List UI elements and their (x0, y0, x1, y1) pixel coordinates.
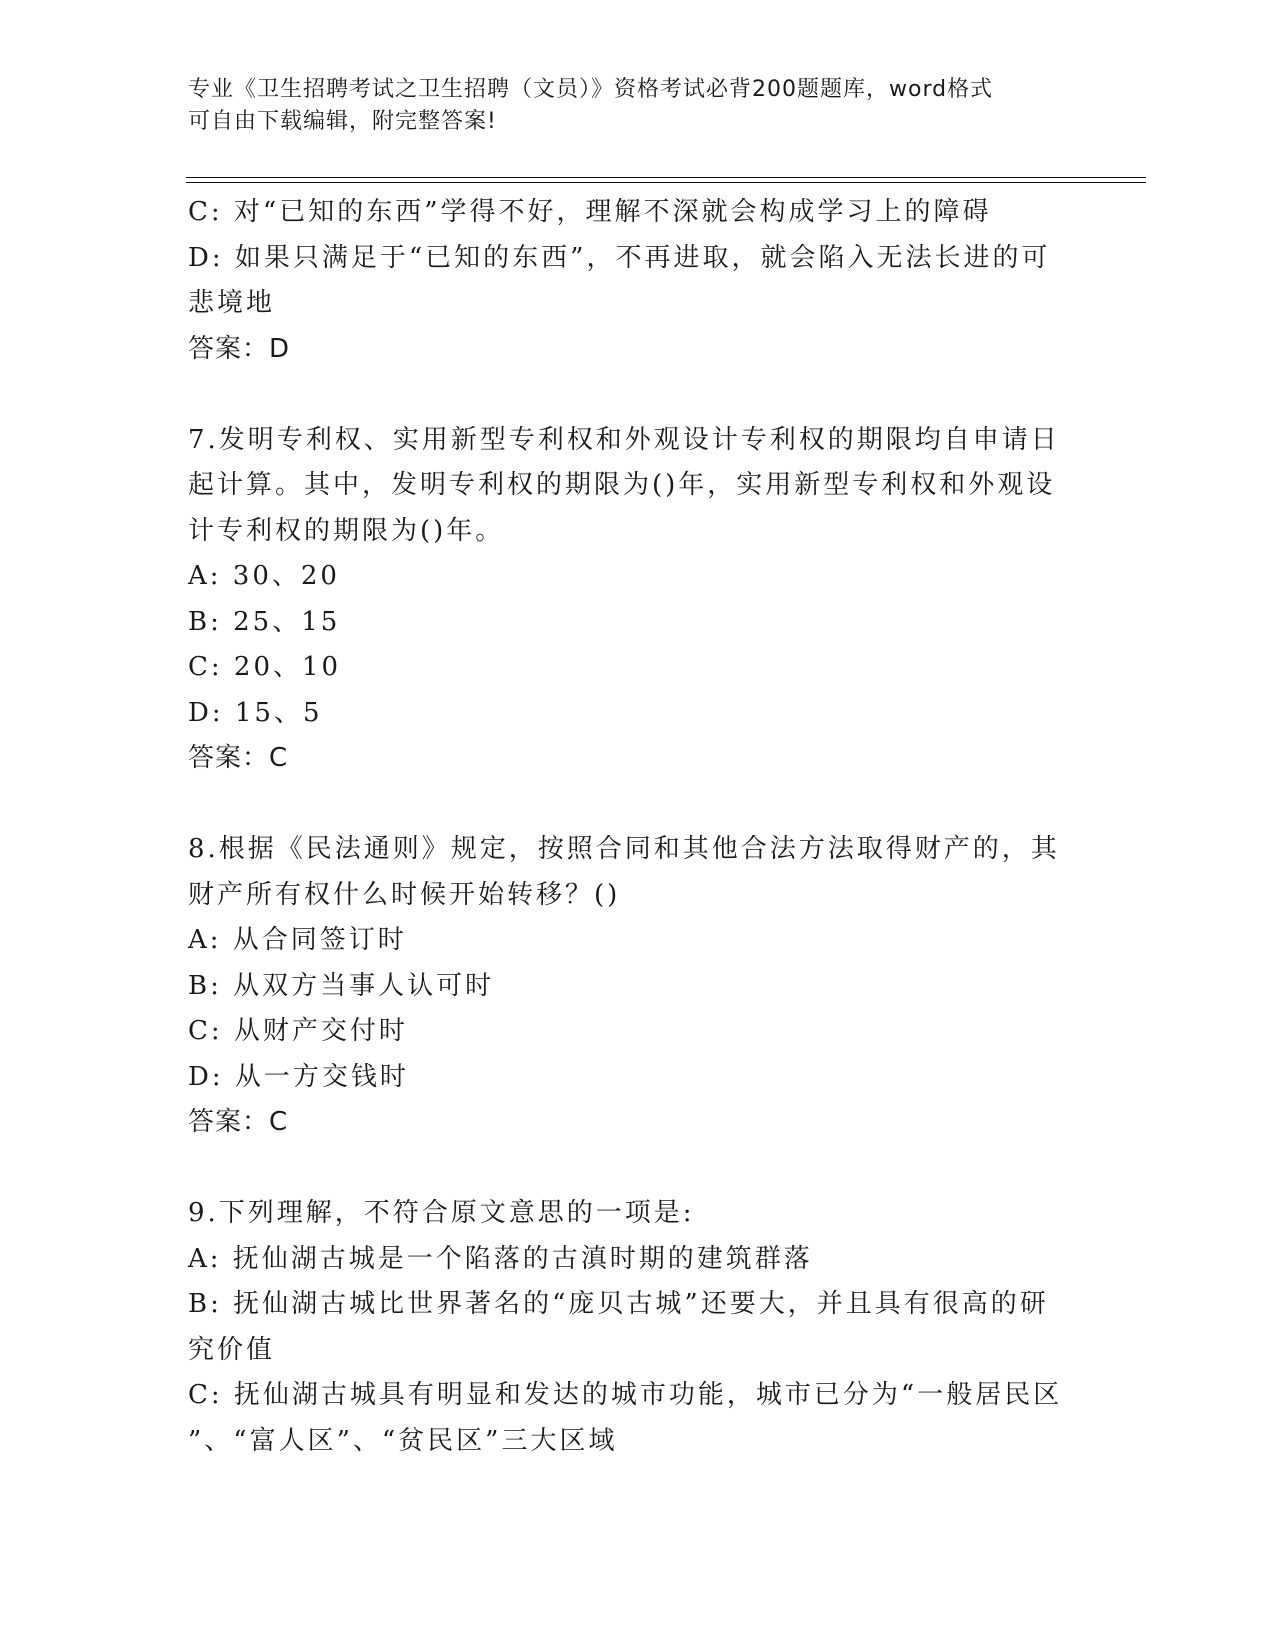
q9-option-b-line-2: 究价值 (188, 1334, 276, 1365)
q8-text-line-1: 8.根据《民法通则》规定，按照合同和其他合法方法取得财产的，其 (188, 834, 1060, 864)
q7-option-a: A: 30、20 (188, 561, 340, 591)
q8-option-d: D: 从一方交钱时 (188, 1061, 409, 1092)
header-rule-top (186, 177, 1146, 178)
q9-option-c-line-2: ”、“富人区”、“贫民区”三大区域 (188, 1425, 618, 1456)
q8-option-c: C: 从财产交付时 (188, 1016, 408, 1046)
q7-text-line-1: 7.发明专利权、实用新型专利权和外观设计专利权的期限均自申请日 (188, 424, 1060, 455)
q9-option-a: A: 抚仙湖古城是一个陷落的古滇时期的建筑群落 (188, 1243, 813, 1274)
q6-option-d-line-2: 悲境地 (188, 288, 276, 318)
q9-option-c-line-1: C: 抚仙湖古城具有明显和发达的城市功能，城市已分为“一般居民区 (188, 1380, 1063, 1410)
q8-answer: 答案：C (188, 1107, 289, 1137)
q9-text-line-1: 9.下列理解，不符合原文意思的一项是: (188, 1198, 695, 1228)
header-line-1: 专业《卫生招聘考试之卫生招聘（文员）》资格考试必背200题题库，word格式 (188, 77, 994, 102)
header-rule-bottom (186, 182, 1146, 183)
q7-option-b: B: 25、15 (188, 606, 341, 637)
spacer (188, 782, 1068, 828)
spacer (188, 372, 1068, 418)
q8-option-a: A: 从合同签订时 (188, 925, 407, 955)
q6-option-c: C: 对“已知的东西”学得不好，理解不深就会构成学习上的障碍 (188, 197, 992, 227)
q7-answer: 答案：C (188, 743, 289, 773)
q8-text-line-2: 财产所有权什么时候开始转移？() (188, 879, 621, 910)
q6-option-d-line-1: D: 如果只满足于“已知的东西”，不再进取，就会陷入无法长进的可 (188, 242, 1051, 273)
q6-answer: 答案：D (188, 333, 291, 364)
q8-option-b: B: 从双方当事人认可时 (188, 970, 495, 1001)
q7-text-line-3: 计专利权的期限为()年。 (188, 515, 505, 546)
q7-option-d: D: 15、5 (188, 697, 323, 728)
document-header (188, 74, 1068, 138)
header-line-2: 可自由下载编辑，附完整答案! (188, 109, 497, 134)
q9-option-b-line-1: B: 抚仙湖古城比世界著名的“庞贝古城”还要大，并且具有很高的研 (188, 1289, 1049, 1319)
document-body (188, 190, 1068, 1464)
q7-option-c: C: 20、10 (188, 652, 342, 682)
q7-text-line-2: 起计算。其中，发明专利权的期限为()年，实用新型专利权和外观设 (188, 470, 1056, 500)
spacer (188, 1146, 1068, 1192)
